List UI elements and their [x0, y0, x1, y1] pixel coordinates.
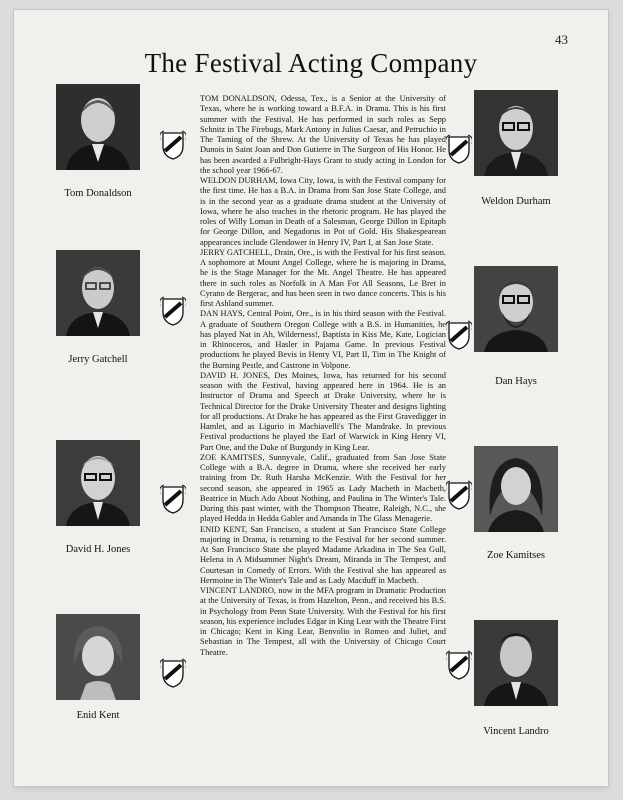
- portrait-caption: Dan Hays: [495, 376, 537, 387]
- bio-paragraph: WELDON DURHAM, Iowa City, Iowa, is with the Festival company for the first time. He has a B.A. in Drama from San Jose State College, and is in the second year as a graduate drama student at the University of Iowa, where he also teaches in the rhetoric program. He has played the roles of Willy Loman in Death of a Salesman, George Dillon in Epitaph for George Dillon, and Negadorus in Pot of Gold. His Shakespearean appearances include Glendower in Henry IV, Part I, at San Jose State.: [200, 176, 446, 247]
- bio-paragraph: ZOE KAMITSES, Sunnyvale, Calif., graduated from San Jose State College with a B.A. degree in Drama, where she received her early training from Dr. Ruth Harsha McKenzie. With the Festival for her second season, she appeared in 1965 as Lady Macbeth in Macbeth, Beatrice in Much Ado About Nothing, and Paulina in The Winter's Tale. During this past winter, with the Thompson Theatre, Raleigh, N.C., she played Hedda in Hedda Gabler and Amanda in The Glass Menagerie.: [200, 452, 446, 524]
- bio-paragraph: DAN HAYS, Central Point, Ore., is in his third season with the Festival. A graduate of Southern Oregon College with a B.S. in Humanities, he has played Nat in Ah, Wilderness!, Baptista in Kiss Me, Kate, Logician in Rhinoceros, and Hasler in Pajama Game. In previous Festival productions he played Bevis in Henry VI, Part II, Tim in The Knight of the Burning Pestle, and Castrone in Volpone.: [200, 309, 446, 370]
- portrait-photo: [56, 614, 140, 700]
- portrait-photo: [56, 440, 140, 526]
- crest-icon: [160, 484, 186, 514]
- bio-paragraph: DAVID H. JONES, Des Moines, Iowa, has returned for his second season with the Festival, having appeared here in 1964. He is an Instructor of Drama and Speech at Drake University, where he is Technical Director for the Drake University Theater and designs lighting for all productions. At Drake he has appeared as the First Gravedigger in Hamlet, and as Ligurio in Machiavelli's The Mandrake. In previous Festival productions he played the Earl of Warwick in King Henry VI, Part One, and the Duke of Burgundy in King Lear.: [200, 370, 446, 452]
- crest-icon: [446, 650, 472, 680]
- crest-icon: [160, 296, 186, 326]
- bio-paragraph: ENID KENT, San Francisco, a student at San Francisco State College majoring in Drama, is returning to the Festival for her second summer. At San Francisco State she played Madame Arkadina in The Sea Gull, Helena in A Midsummer Night's Dream, Miranda in The Tempest, and Courtesan in Comedy of Errors. With the Festival she has appeared as Hermoine in The Winter's Tale and as Lady Macduff in Macbeth.: [200, 524, 446, 585]
- bio-paragraph: VINCENT LANDRO, now in the MFA program in Dramatic Production at the University of Texas, is from Hazelton, Penn., and received his B.S. in Psychology from Penn State University. With the Festival for his first season, his experience includes Edgar in King Lear with the Theatre First in Chicago; Kent in King Lear, Benvolio in Romeo and Juliet, and Sebastian in The Tempest, all with the University of Chicago Court Theatre.: [200, 586, 446, 657]
- portrait-photo: [474, 446, 558, 532]
- portrait-caption: Weldon Durham: [481, 196, 551, 207]
- crest-icon: [160, 658, 186, 688]
- page-number: 43: [555, 32, 568, 47]
- portrait-caption: David H. Jones: [65, 544, 131, 555]
- bio-paragraph: JERRY GATCHELL, Drain, Ore., is with the Festival for his first season. A sophomore at Mount Angel College, where he is majoring in Drama, he is the Stage Manager for the Mt. Angel Theatre. He has appeared there in such roles as Norfolk in A Man For All Seasons, Le Bret in Cyrano de Bergerac, and has been seen in two dance concerts. This is his first Ashland summer.: [200, 247, 446, 308]
- program-page: [14, 10, 608, 786]
- crest-icon: [160, 130, 186, 160]
- crest-icon: [446, 320, 472, 350]
- portrait-photo: [474, 90, 558, 176]
- portrait-photo: [56, 250, 140, 336]
- portrait-photo: [474, 620, 558, 706]
- biographies: [200, 94, 446, 768]
- bio-paragraph: TOM DONALDSON, Odessa, Tex., is a Senior at the University of Texas, where he is working toward a B.F.A. in Drama. This is his first summer with the Festival. He has performed in such roles as Sepp Schnitz in The Firebugs, Mark Antony in Julius Caesar, and Petruchio in The Taming of the Shrew. At the University of Texas he has played Dunois in Saint Joan and Don Gutierre in The Surgeon of His Honor. He has been awarded a Fulbright-Hays Grant to study acting in London for the school year 1966-67.: [200, 94, 446, 175]
- portrait-caption: Tom Donaldson: [64, 188, 132, 199]
- portrait-photo: [474, 266, 558, 352]
- portrait-caption: Enid Kent: [76, 710, 120, 721]
- page-title: The Festival Acting Company: [144, 48, 478, 78]
- portrait-caption: Vincent Landro: [483, 726, 549, 737]
- crest-icon: [446, 480, 472, 510]
- crest-icon: [446, 134, 472, 164]
- portrait-caption: Jerry Gatchell: [68, 354, 128, 365]
- portrait-photo: [56, 84, 140, 170]
- portrait-caption: Zoe Kamitses: [486, 550, 546, 561]
